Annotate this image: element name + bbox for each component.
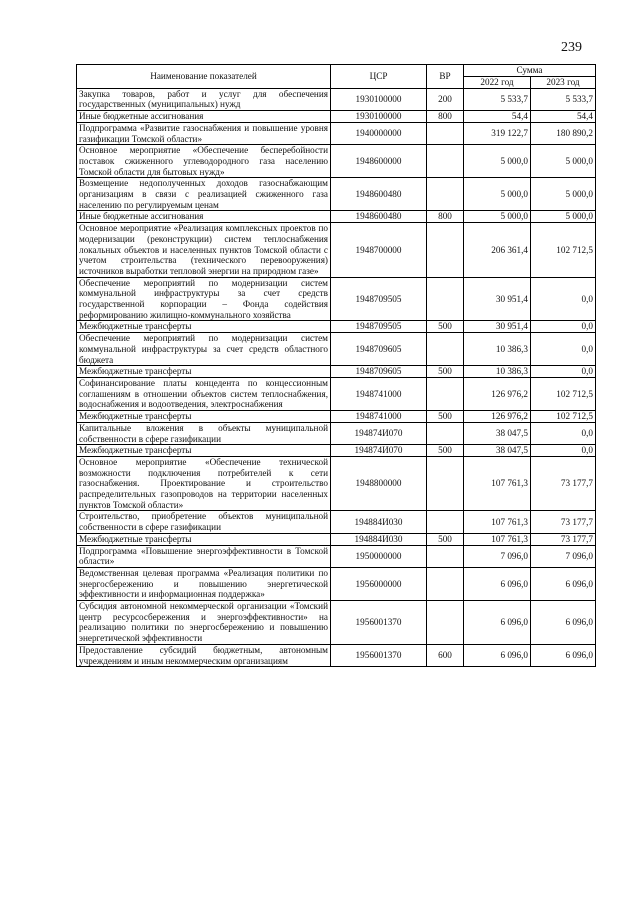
row-sum-2023: 0,0 xyxy=(531,277,596,321)
table-row xyxy=(77,567,596,600)
row-name: Иные бюджетные ассигнования xyxy=(77,111,331,123)
row-sum-2023: 73 177,7 xyxy=(531,533,596,545)
row-sum-2023: 6 096,0 xyxy=(531,601,596,645)
row-sum-2023: 73 177,7 xyxy=(531,511,596,533)
row-sum-2022: 319 122,7 xyxy=(464,122,531,144)
row-csr: 194874И070 xyxy=(331,445,427,457)
row-vr xyxy=(427,456,464,511)
row-csr: 1940000000 xyxy=(331,122,427,144)
row-csr: 1948741000 xyxy=(331,377,427,410)
table-row xyxy=(77,511,596,533)
row-sum-2022: 206 361,4 xyxy=(464,223,531,278)
row-sum-2022: 10 386,3 xyxy=(464,366,531,378)
row-vr: 500 xyxy=(427,411,464,423)
row-name: Основное мероприятие «Обеспечение технической возможности подключения потребителей к сети газоснабжения. Проектирование и строительство распределительных газопроводов на территории населенных пунктов Томской области» xyxy=(77,456,331,511)
row-csr: 1956001370 xyxy=(331,601,427,645)
row-sum-2022: 5 000,0 xyxy=(464,211,531,223)
header-year-2023: 2023 год xyxy=(531,77,596,89)
row-csr: 1948709505 xyxy=(331,321,427,333)
row-sum-2023: 54,4 xyxy=(531,111,596,123)
row-vr xyxy=(427,377,464,410)
row-name: Обеспечение мероприятий по модернизации систем коммунальной инфраструктуры за счет средств государственной корпорации – Фонда содействия реформированию жилищно-коммунального хозяйства xyxy=(77,277,331,321)
row-csr: 1948709505 xyxy=(331,277,427,321)
row-name: Основное мероприятие «Реализация комплексных проектов по модернизации (реконструкции) систем теплоснабжения локальных объектов и населенных пунктов Томской области с учетом строительства (технического перевооружения) источников выработки тепловой энергии на природном газе» xyxy=(77,223,331,278)
table-row xyxy=(77,321,596,333)
row-name: Закупка товаров, работ и услуг для обеспечения государственных (муниципальных) нужд xyxy=(77,88,331,110)
table-row xyxy=(77,377,596,410)
row-sum-2023: 0,0 xyxy=(531,366,596,378)
row-sum-2022: 10 386,3 xyxy=(464,333,531,366)
row-name: Софинансирование платы концедента по концессионным соглашениям в отношении объектов систем теплоснабжения, водоснабжения и водоотведения, электроснабжения xyxy=(77,377,331,410)
row-sum-2023: 0,0 xyxy=(531,445,596,457)
row-sum-2022: 54,4 xyxy=(464,111,531,123)
row-vr: 800 xyxy=(427,111,464,123)
header-csr: ЦСР xyxy=(331,65,427,89)
table-row xyxy=(77,333,596,366)
row-sum-2022: 5 000,0 xyxy=(464,178,531,211)
header-name: Наименование показателей xyxy=(77,65,331,89)
table-row xyxy=(77,422,596,444)
row-csr: 1956001370 xyxy=(331,644,427,666)
row-name: Строительство, приобретение объектов муниципальной собственности в сфере газификации xyxy=(77,511,331,533)
row-sum-2022: 38 047,5 xyxy=(464,445,531,457)
row-vr: 200 xyxy=(427,88,464,110)
row-sum-2022: 5 533,7 xyxy=(464,88,531,110)
page-number: 239 xyxy=(561,40,582,55)
row-vr xyxy=(427,223,464,278)
table-row xyxy=(77,456,596,511)
table-body xyxy=(77,88,596,667)
row-csr: 1930100000 xyxy=(331,111,427,123)
table-row xyxy=(77,277,596,321)
row-vr xyxy=(427,567,464,600)
row-vr xyxy=(427,511,464,533)
row-sum-2023: 102 712,5 xyxy=(531,223,596,278)
row-sum-2023: 0,0 xyxy=(531,333,596,366)
header-vr: ВР xyxy=(427,65,464,89)
row-name: Основное мероприятие «Обеспечение бесперебойности поставок сжиженного углеводородного газа населению Томской области для бытовых нужд» xyxy=(77,145,331,178)
row-vr xyxy=(427,145,464,178)
row-vr xyxy=(427,601,464,645)
row-vr: 600 xyxy=(427,644,464,666)
row-sum-2022: 6 096,0 xyxy=(464,567,531,600)
row-name: Предоставление субсидий бюджетным, автономным учреждениям и иным некоммерческим организациям xyxy=(77,644,331,666)
row-csr: 1948700000 xyxy=(331,223,427,278)
row-csr: 1948800000 xyxy=(331,456,427,511)
table-row xyxy=(77,178,596,211)
row-name: Межбюджетные трансферты xyxy=(77,533,331,545)
row-csr: 194874И070 xyxy=(331,422,427,444)
row-csr: 1948600480 xyxy=(331,211,427,223)
table-row xyxy=(77,122,596,144)
row-sum-2023: 102 712,5 xyxy=(531,411,596,423)
row-name: Межбюджетные трансферты xyxy=(77,411,331,423)
row-sum-2023: 0,0 xyxy=(531,422,596,444)
row-csr: 1950000000 xyxy=(331,545,427,567)
row-sum-2022: 30 951,4 xyxy=(464,277,531,321)
row-vr xyxy=(427,122,464,144)
row-csr: 1948600000 xyxy=(331,145,427,178)
row-sum-2023: 180 890,2 xyxy=(531,122,596,144)
row-vr xyxy=(427,545,464,567)
row-name: Межбюджетные трансферты xyxy=(77,366,331,378)
row-name: Субсидия автономной некоммерческой организации «Томский центр ресурсосбережения и энергоэффективности» на реализацию политики по энергосбережению и повышению энергетической эффективности xyxy=(77,601,331,645)
table-header xyxy=(77,65,596,89)
row-name: Ведомственная целевая программа «Реализация политики по энергосбережению и повышению энергетической эффективности и информационная поддержка» xyxy=(77,567,331,600)
row-sum-2022: 5 000,0 xyxy=(464,145,531,178)
row-name: Межбюджетные трансферты xyxy=(77,321,331,333)
row-sum-2023: 7 096,0 xyxy=(531,545,596,567)
row-vr xyxy=(427,333,464,366)
table-row xyxy=(77,223,596,278)
row-csr: 1930100000 xyxy=(331,88,427,110)
row-sum-2022: 126 976,2 xyxy=(464,377,531,410)
row-vr xyxy=(427,422,464,444)
row-csr: 1948741000 xyxy=(331,411,427,423)
header-year-2022: 2022 год xyxy=(464,77,531,89)
row-vr: 500 xyxy=(427,366,464,378)
table-row xyxy=(77,533,596,545)
table-row xyxy=(77,366,596,378)
row-name: Подпрограмма «Повышение энергоэффективности в Томской области» xyxy=(77,545,331,567)
row-vr: 500 xyxy=(427,445,464,457)
row-sum-2022: 126 976,2 xyxy=(464,411,531,423)
row-sum-2022: 30 951,4 xyxy=(464,321,531,333)
row-name: Иные бюджетные ассигнования xyxy=(77,211,331,223)
row-csr: 1948600480 xyxy=(331,178,427,211)
table-row xyxy=(77,545,596,567)
row-vr xyxy=(427,178,464,211)
table-row xyxy=(77,601,596,645)
row-sum-2023: 5 533,7 xyxy=(531,88,596,110)
row-sum-2022: 107 761,3 xyxy=(464,511,531,533)
row-sum-2023: 102 712,5 xyxy=(531,377,596,410)
header-sum: Сумма xyxy=(464,65,596,77)
row-sum-2023: 5 000,0 xyxy=(531,211,596,223)
row-sum-2023: 0,0 xyxy=(531,321,596,333)
table-row xyxy=(77,644,596,666)
row-name: Подпрограмма «Развитие газоснабжения и повышение уровня газификации Томской области» xyxy=(77,122,331,144)
row-vr xyxy=(427,277,464,321)
table-row xyxy=(77,411,596,423)
row-name: Обеспечение мероприятий по модернизации систем коммунальной инфраструктуры за счет средств областного бюджета xyxy=(77,333,331,366)
row-sum-2022: 7 096,0 xyxy=(464,545,531,567)
row-vr: 500 xyxy=(427,321,464,333)
row-sum-2023: 73 177,7 xyxy=(531,456,596,511)
row-sum-2023: 6 096,0 xyxy=(531,567,596,600)
row-sum-2022: 107 761,3 xyxy=(464,456,531,511)
row-name: Возмещение недополученных доходов газоснабжающим организациям в связи с реализацией сжиженного газа населению по регулируемым ценам xyxy=(77,178,331,211)
row-csr: 194884И030 xyxy=(331,533,427,545)
row-sum-2023: 6 096,0 xyxy=(531,644,596,666)
row-csr: 1948709605 xyxy=(331,366,427,378)
budget-table xyxy=(76,64,596,667)
table-row xyxy=(77,211,596,223)
table-row xyxy=(77,111,596,123)
row-name: Межбюджетные трансферты xyxy=(77,445,331,457)
row-sum-2022: 6 096,0 xyxy=(464,601,531,645)
row-name: Капитальные вложения в объекты муниципальной собственности в сфере газификации xyxy=(77,422,331,444)
table-row xyxy=(77,445,596,457)
row-sum-2023: 5 000,0 xyxy=(531,178,596,211)
row-sum-2022: 38 047,5 xyxy=(464,422,531,444)
table-row xyxy=(77,145,596,178)
row-csr: 1948709605 xyxy=(331,333,427,366)
row-csr: 194884И030 xyxy=(331,511,427,533)
row-sum-2023: 5 000,0 xyxy=(531,145,596,178)
row-csr: 1956000000 xyxy=(331,567,427,600)
table-row xyxy=(77,88,596,110)
row-vr: 500 xyxy=(427,533,464,545)
row-sum-2022: 6 096,0 xyxy=(464,644,531,666)
row-sum-2022: 107 761,3 xyxy=(464,533,531,545)
row-vr: 800 xyxy=(427,211,464,223)
